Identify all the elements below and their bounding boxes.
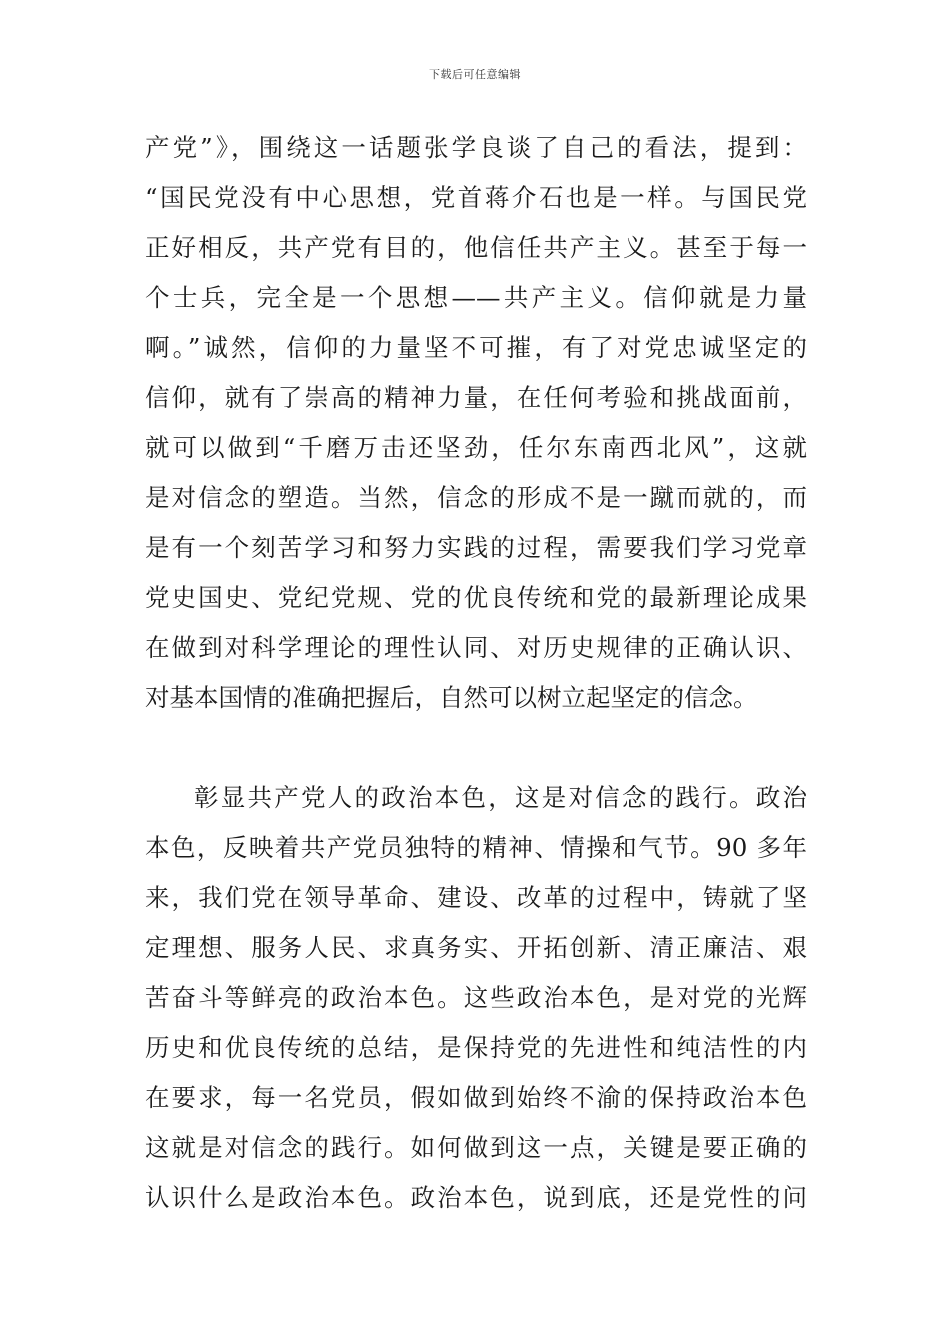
page-header: 下载后可任意编辑 [429, 68, 521, 81]
text-line: 产党”》，围绕这一话题张学良谈了自己的看法，提到： [145, 133, 807, 162]
text-line: 就可以做到“千磨万击还坚劲，任尔东南西北风”，这就 [145, 433, 807, 462]
paragraph-1 [145, 123, 807, 723]
text-line: 个士兵，完全是一个思想——共产主义。信仰就是力量 [145, 283, 807, 312]
text-line: 在要求，每一名党员，假如做到始终不渝的保持政治本色 [145, 1083, 807, 1112]
text-line: “国民党没有中心思想，党首蒋介石也是一样。与国民党 [145, 183, 807, 212]
text-line: 正好相反，共产党有目的，他信任共产主义。甚至于每一 [145, 233, 807, 262]
text-line: 历史和优良传统的总结，是保持党的先进性和纯洁性的内 [145, 1033, 807, 1062]
text-line: 啊。”诚然，信仰的力量坚不可摧，有了对党忠诚坚定的 [145, 333, 807, 362]
text-line: 来，我们党在领导革命、建设、改革的过程中，铸就了坚 [145, 883, 807, 912]
text-line: 定理想、服务人民、求真务实、开拓创新、清正廉洁、艰 [145, 933, 807, 962]
paragraph-2 [145, 773, 807, 1223]
text-line: 这就是对信念的践行。如何做到这一点，关键是要正确的 [145, 1133, 807, 1162]
text-line: 苦奋斗等鲜亮的政治本色。这些政治本色，是对党的光辉 [145, 983, 807, 1012]
text-line: 在做到对科学理论的理性认同、对历史规律的正确认识、 [145, 633, 807, 662]
text-line: 彰显共产党人的政治本色，这是对信念的践行。政治 [194, 783, 807, 812]
text-line: 信仰，就有了崇高的精神力量，在任何考验和挑战面前， [145, 383, 807, 412]
text-line: 认识什么是政治本色。政治本色，说到底，还是党性的问 [145, 1183, 807, 1212]
text-line: 对基本国情的准确把握后，自然可以树立起坚定的信念。 [145, 683, 758, 712]
text-line: 党史国史、党纪党规、党的优良传统和党的最新理论成果 [145, 583, 807, 612]
text-line: 本色，反映着共产党员独特的精神、情操和气节。90 多年 [145, 833, 807, 862]
text-line: 是有一个刻苦学习和努力实践的过程，需要我们学习党章 [145, 533, 807, 562]
text-line: 是对信念的塑造。当然，信念的形成不是一蹴而就的，而 [145, 483, 807, 512]
